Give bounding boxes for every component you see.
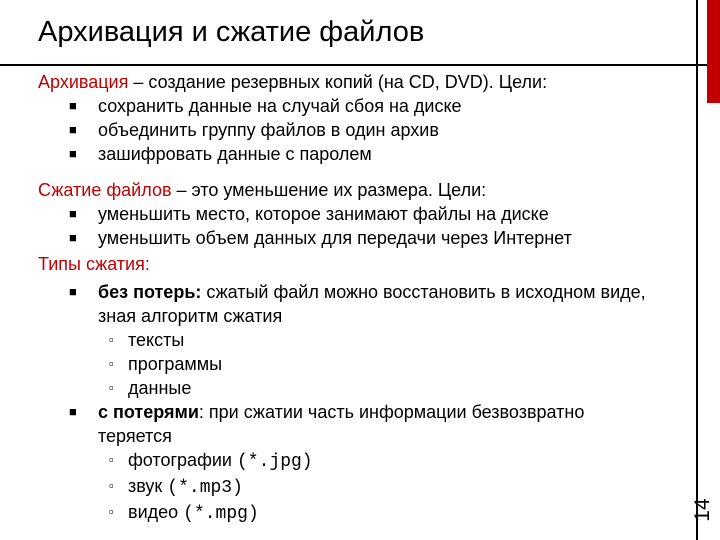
hollow-square-bullet-icon: ▫ <box>109 332 114 347</box>
page-number: 14 <box>691 498 714 522</box>
square-bullet-icon: ■ <box>69 98 77 113</box>
compression-types-heading: Типы сжатия: <box>38 254 150 274</box>
lossy-item <box>38 400 688 448</box>
archiving-goals <box>38 94 688 166</box>
square-bullet-icon: ■ <box>69 404 77 419</box>
list-item: ■ сохранить данные на случай сбоя на диске <box>69 96 462 116</box>
hollow-square-bullet-icon: ▫ <box>109 452 114 467</box>
hollow-square-bullet-icon: ▫ <box>109 356 114 371</box>
title-divider <box>0 64 707 66</box>
compression-term: Сжатие файлов <box>38 180 172 200</box>
square-bullet-icon: ■ <box>69 146 77 161</box>
slide-title: Архивация и сжатие файлов <box>38 16 425 48</box>
side-divider <box>696 0 698 540</box>
archiving-definition <box>38 70 688 94</box>
accent-bar <box>707 0 720 103</box>
hollow-square-bullet-icon: ▫ <box>109 380 114 395</box>
lossless-item <box>38 280 688 328</box>
list-item: ▫ программы <box>109 354 223 374</box>
list-item: ▫ тексты <box>109 330 185 350</box>
archiving-term: Архивация <box>38 72 129 92</box>
list-item: ▫ данные <box>109 378 192 398</box>
list-item: ■ уменьшить объем данных для передачи через Интернет <box>69 228 572 248</box>
compression-definition <box>38 178 688 202</box>
compression-goals <box>38 202 688 250</box>
square-bullet-icon: ■ <box>69 284 77 299</box>
list-item: ■ зашифровать данные с паролем <box>69 144 372 164</box>
square-bullet-icon: ■ <box>69 230 77 245</box>
lossless-text: сжатый файл можно восстановить в исходном виде, зная алгоритм сжатия <box>98 282 646 326</box>
lossy-label: с потерями <box>98 402 199 422</box>
square-bullet-icon: ■ <box>69 206 77 221</box>
square-bullet-icon: ■ <box>69 122 77 137</box>
list-item: ▫ фотографии (*.jpg) <box>109 450 313 472</box>
hollow-square-bullet-icon: ▫ <box>109 478 114 493</box>
compression-types <box>38 280 688 526</box>
list-item: ▫ звук (*.mp3) <box>109 476 243 498</box>
lossless-label: без потерь: <box>98 282 202 302</box>
compression-definition-text: – это уменьшение их размера. Цели: <box>171 180 487 200</box>
hollow-square-bullet-icon: ▫ <box>109 504 114 519</box>
list-item: ■ объединить группу файлов в один архив <box>69 120 439 140</box>
list-item: ■ уменьшить место, которое занимают файлы на диске <box>69 204 549 224</box>
archiving-definition-text: – создание резервных копий (на CD, DVD). Цели: <box>128 72 548 92</box>
slide-content <box>38 70 688 526</box>
list-item: ▫ видео (*.mpg) <box>109 502 259 524</box>
lossy-text: : при сжатии часть информации безвозвратно теряется <box>98 402 585 446</box>
